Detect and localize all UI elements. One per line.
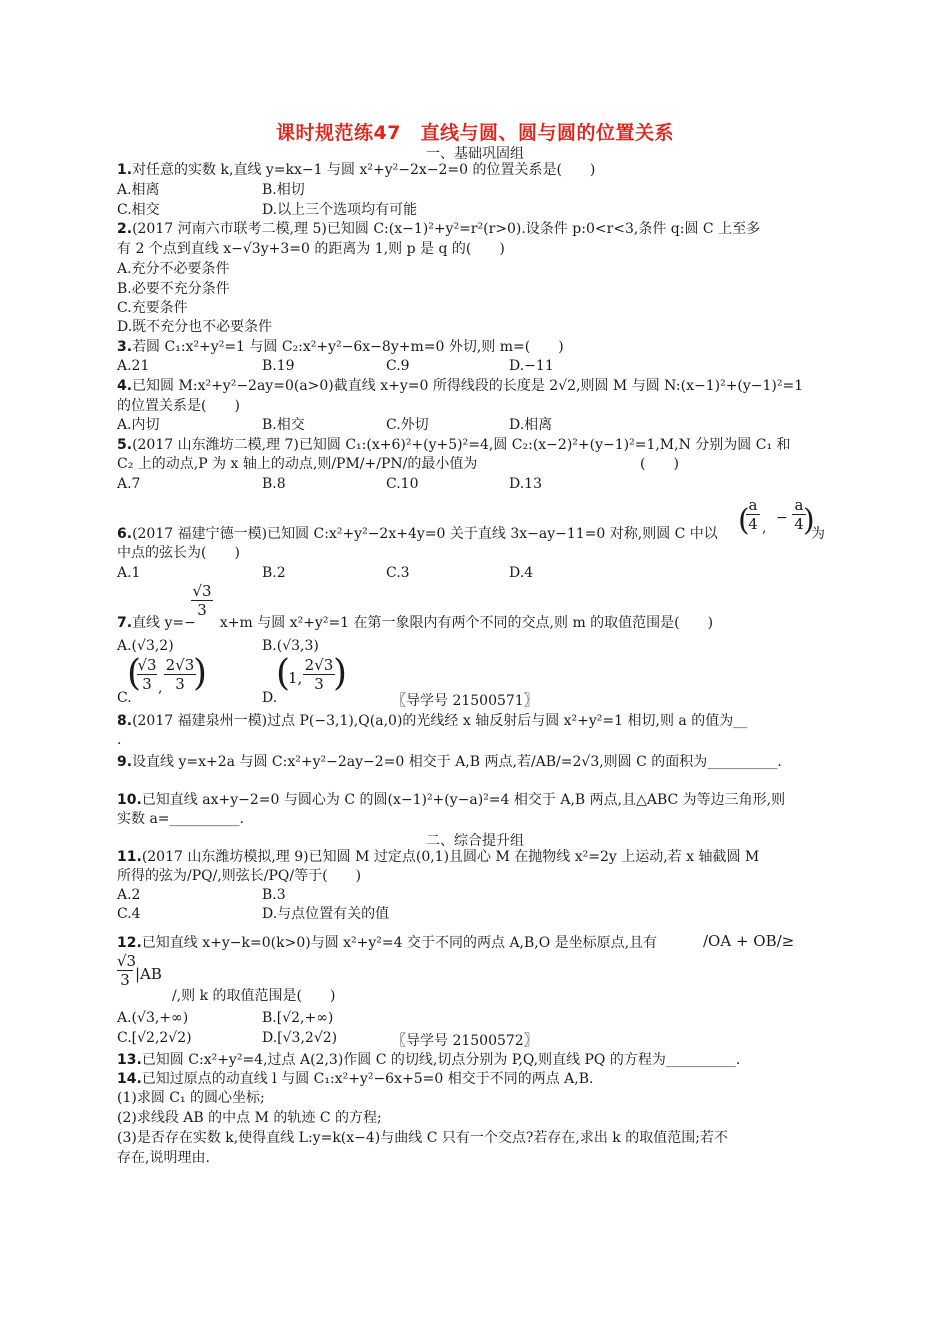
q12-vector-ab: |AB [135,965,162,983]
q5-option-c: C.10 [386,476,419,492]
q7-fraction-sqrt3-3: $\frac{√3}{3}$ [192,582,212,619]
q6-tail: 为 [811,526,825,542]
q2-option-a: A.充分不必要条件 [117,261,230,277]
q7-option-d-fraction: $\frac{2√3}{3}$ [304,656,334,693]
q2-option-d: D.既不充分也不必要条件 [117,319,273,335]
q4-option-a: A.内切 [117,417,160,433]
q12-option-b: B.[√2,+∞) [262,1010,334,1026]
q14-part-1: (1)求圆 C₁ 的圆心坐标; [117,1090,265,1106]
q7-option-c-fraction-1: $\frac{√3}{3}$ [137,656,157,693]
q5-answer-paren: ( ) [640,456,679,472]
q14-part-2: (2)求线段 AB 的中点 M 的轨迹 C 的方程; [117,1110,382,1126]
q11-option-b: B.3 [262,887,286,903]
q6-option-c: C.3 [386,565,410,581]
q2-option-c: C.充要条件 [117,300,188,316]
q7-guide-number: 〖导学号 21500571〗 [392,693,538,709]
section-heading-basic: 一、基础巩固组 [426,146,524,162]
q6-paren-left: ( [738,503,750,538]
q6-paren-right: ) [803,503,815,538]
q11-option-c: C.4 [117,906,141,922]
q7-option-c-paren-left: ( [127,653,142,694]
q2-option-b: B.必要不充分条件 [117,281,230,297]
q3-option-a: A.21 [117,358,150,374]
question-12-line-1: 12.已知直线 x+y−k=0(k>0)与圆 x²+y²=4 交于不同的两点 A,B,O 是坐标原点,且有 [117,935,658,951]
q6-fraction-a4-neg: $\frac{a}{4}$ [792,496,806,533]
q7-option-a: A.(√3,2) [117,638,174,654]
q7-option-c-label: C. [117,690,132,706]
question-1: 1.对任意的实数 k,直线 y=kx−1 与圆 x²+y²−2x−2=0 的位置关系是( ) [117,162,596,178]
question-11-line-2: 所得的弦为/PQ/,则弦长/PQ/等于( ) [117,868,362,884]
q6-option-b: B.2 [262,565,286,581]
q11-option-a: A.2 [117,887,141,903]
q12-vector-sum: /OA + OB/≥ [703,932,795,950]
q5-option-a: A.7 [117,476,141,492]
q5-option-b: B.8 [262,476,286,492]
q7-option-d-paren-right: ) [333,653,348,694]
question-4-line-1: 4.已知圆 M:x²+y²−2ay=0(a>0)截直线 x+y=0 所得线段的长度是 2√2,则圆 M 与圆 N:(x−1)²+(y−1)²=1 [117,378,804,394]
question-12-line-3: /,则 k 的取值范围是( ) [172,988,336,1004]
question-14: 14.已知过原点的动直线 l 与圆 C₁:x²+y²−6x+5=0 相交于不同的两点 A,B. [117,1071,594,1087]
question-8-line-2: . [117,732,122,748]
page-title: 课时规范练47 直线与圆、圆与圆的位置关系 [276,122,674,144]
q5-option-d: D.13 [509,476,542,492]
q14-part-3-line-2: 存在,说明理由. [117,1150,210,1166]
question-6-line-1: 6.(2017 福建宁德一模)已知圆 C:x²+y²−2x+4y=0 关于直线 3x−ay−11=0 对称,则圆 C 中以 [117,526,718,542]
question-3: 3.若圆 C₁:x²+y²=1 与圆 C₂:x²+y²−6x−8y+m=0 外切,则 m=( ) [117,339,564,355]
q4-option-c: C.外切 [386,417,429,433]
question-6-line-2: 中点的弦长为( ) [117,545,240,561]
q4-option-b: B.相交 [262,417,305,433]
q11-option-d: D.与点位置有关的值 [262,906,390,922]
q1-option-c: C.相交 [117,202,160,218]
q1-option-d: D.以上三个选项均有可能 [262,202,418,218]
q7-option-b: B.(√3,3) [262,638,319,654]
q7-option-c-paren-right: ) [193,653,208,694]
q14-part-3-line-1: (3)是否存在实数 k,使得直线 L:y=k(x−4)与曲线 C 只有一个交点?若存在,求出 k 的取值范围;若不 [117,1130,728,1146]
q3-option-b: B.19 [262,358,295,374]
question-5-line-2: C₂ 上的动点,P 为 x 轴上的动点,则/PM/+/PN/的最小值为 [117,456,478,472]
q3-option-d: D.−11 [509,358,554,374]
q1-option-b: B.相切 [262,182,305,198]
q12-guide-number: 〖导学号 21500572〗 [392,1033,538,1049]
section-heading-advanced: 二、综合提升组 [426,833,524,849]
question-4-line-2: 的位置关系是( ) [117,398,240,414]
q6-option-d: D.4 [509,565,534,581]
question-13: 13.已知圆 C:x²+y²=4,过点 A(2,3)作圆 C 的切线,切点分别为 P,Q,则直线 PQ 的方程为__________. [117,1052,741,1068]
question-8-line-1: 8.(2017 福建泉州一模)过点 P(−3,1),Q(a,0)的光线经 x 轴反射后与圆 x²+y²=1 相切,则 a 的值为__ [117,713,748,729]
question-10-line-1: 10.已知直线 ax+y−2=0 与圆心为 C 的圆(x−1)²+(y−a)²=4 相交于 A,B 两点,且△ABC 为等边三角形,则 [117,792,786,808]
q1-option-a: A.相离 [117,182,160,198]
q7-option-d-label: D. [262,690,278,706]
q7-option-d-one: 1, [288,669,303,687]
q12-option-c: C.[√2,2√2) [117,1030,192,1046]
question-5-line-1: 5.(2017 山东潍坊二模,理 7)已知圆 C₁:(x+6)²+(y+5)²=4,圆 C₂:(x−2)²+(y−1)²=1,M,N 分别为圆 C₁ 和 [117,437,791,453]
q6-minus: − [776,510,788,526]
q7-option-c-comma: , [158,680,163,696]
q6-fraction-a4: $\frac{a}{4}$ [746,496,760,533]
q7-option-d-paren-left: ( [276,653,291,694]
q3-option-c: C.9 [386,358,410,374]
q6-comma: , [762,520,767,536]
q12-option-d: D.[√3,2√2) [262,1030,338,1046]
question-9: 9.设直线 y=x+2a 与圆 C:x²+y²−2ay−2=0 相交于 A,B 两点,若/AB/=2√3,则圆 C 的面积为__________. [117,754,782,770]
q12-option-a: A.(√3,+∞) [117,1010,189,1026]
question-11-line-1: 11.(2017 山东潍坊模拟,理 9)已知圆 M 过定点(0,1)且圆心 M 在抛物线 x²=2y 上运动,若 x 轴截圆 M [117,849,760,865]
q7-option-c-fraction-2: $\frac{2√3}{3}$ [165,656,195,693]
question-7: 7.直线 y=− x+m 与圆 x²+y²=1 在第一象限内有两个不同的交点,则 m 的取值范围是( ) [117,615,714,631]
question-2-line-2: 有 2 个点到直线 x−√3y+3=0 的距离为 1,则 p 是 q 的( ) [117,241,505,257]
q6-option-a: A.1 [117,565,141,581]
question-10-line-2: 实数 a=__________. [117,811,244,827]
q4-option-d: D.相离 [509,417,553,433]
q12-fraction-sqrt3-3: $\frac{√3}{3}$ [117,952,137,989]
question-2-line-1: 2.(2017 河南六市联考二模,理 5)已知圆 C:(x−1)²+y²=r²(r>0).设条件 p:0<r<3,条件 q:圆 C 上至多 [117,221,761,237]
